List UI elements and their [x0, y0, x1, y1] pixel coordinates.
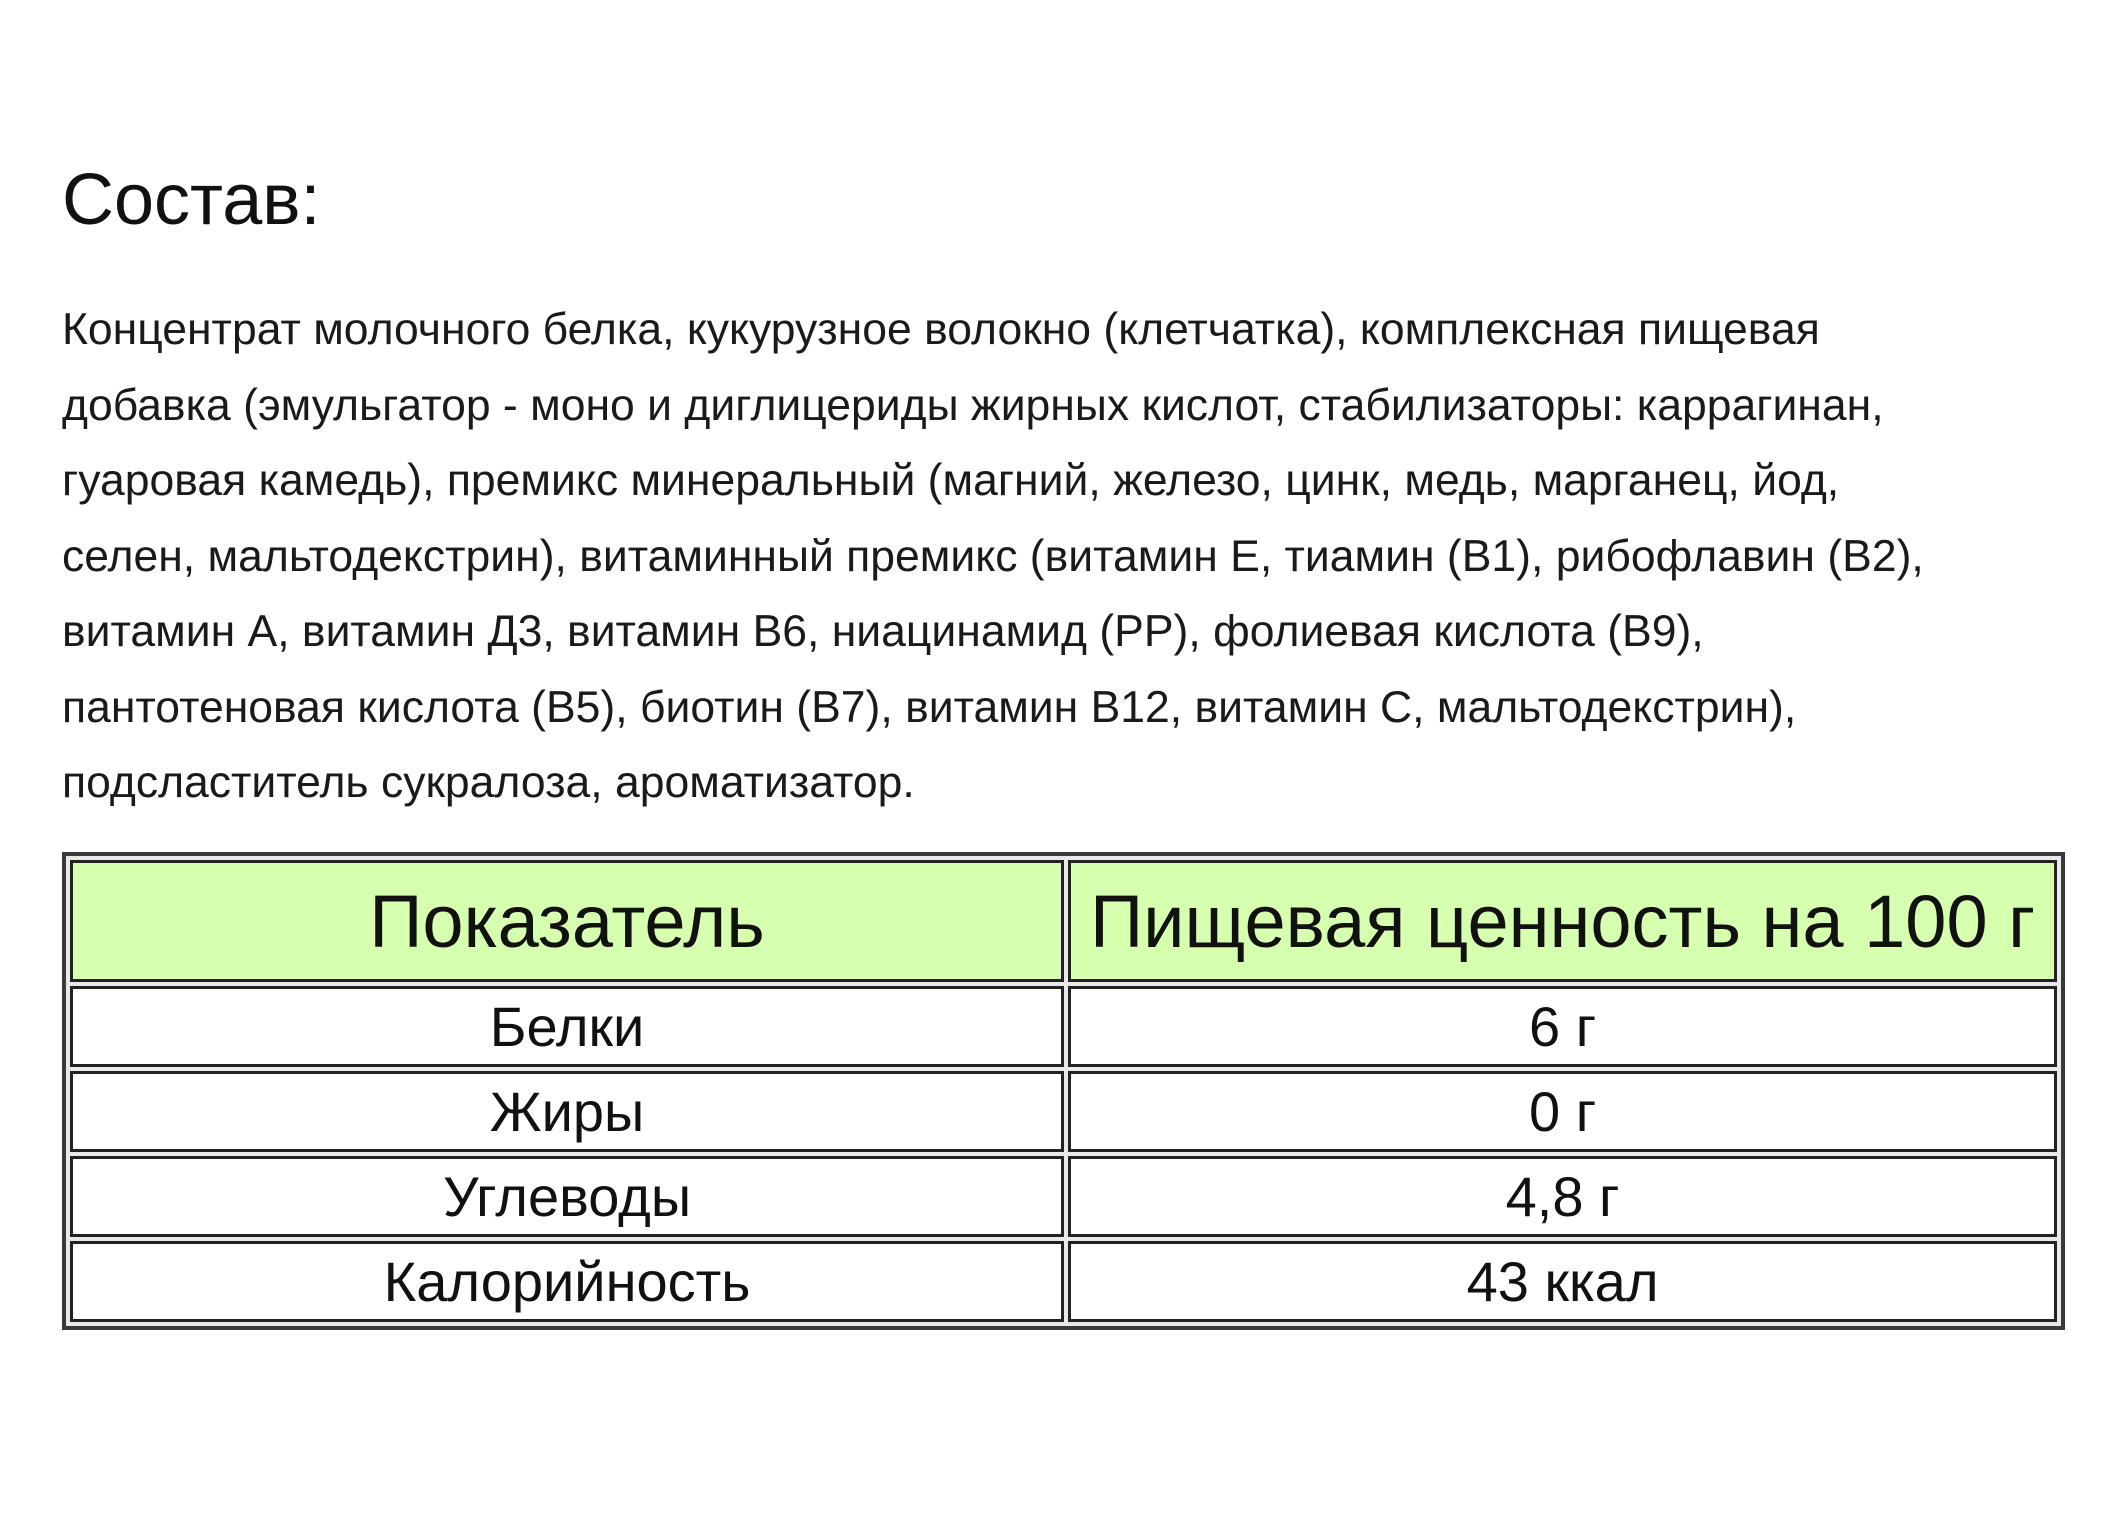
header-indicator: Показатель [70, 860, 1064, 982]
ingredients-line: добавка (эмульгатор - моно и диглицериды жирных кислот, стабилизаторы: каррагинан, [62, 380, 1884, 430]
row-name: Углеводы [70, 1156, 1064, 1237]
composition-heading: Состав: [62, 160, 321, 240]
ingredients-line: пантотеновая кислота (В5), биотин (В7), витамин В12, витамин С, мальтодекстрин), [62, 682, 1797, 732]
row-name: Калорийность [70, 1241, 1064, 1322]
row-value: 0 г [1068, 1071, 2057, 1152]
ingredients-line: Концентрат молочного белка, кукурузное волокно (клетчатка), комплексная пищевая [62, 305, 1820, 354]
ingredients-line: селен, мальтодекстрин), витаминный премикс (витамин Е, тиамин (В1), рибофлавин (В2), [62, 531, 1924, 581]
ingredients-line: подсластитель сукралоза, ароматизатор. [62, 758, 915, 807]
row-value: 43 ккал [1068, 1241, 2057, 1322]
row-value: 4,8 г [1068, 1156, 2057, 1237]
table-header-row [70, 860, 2057, 982]
row-name: Белки [70, 986, 1064, 1067]
row-name: Жиры [70, 1071, 1064, 1152]
nutrition-table [62, 852, 2065, 1330]
table-row [70, 986, 2057, 1067]
ingredients-line: витамин А, витамин Д3, витамин В6, ниацинамид (РР), фолиевая кислота (В9), [62, 607, 1704, 656]
table-row [70, 1156, 2057, 1237]
header-nutrition-value: Пищевая ценность на 100 г [1068, 860, 2057, 982]
table-row [70, 1071, 2057, 1152]
ingredients-text [62, 292, 2102, 821]
ingredients-line: гуаровая камедь), премикс минеральный (магний, железо, цинк, медь, марганец, йод, [62, 456, 1840, 505]
row-value: 6 г [1068, 986, 2057, 1067]
table-row [70, 1241, 2057, 1322]
